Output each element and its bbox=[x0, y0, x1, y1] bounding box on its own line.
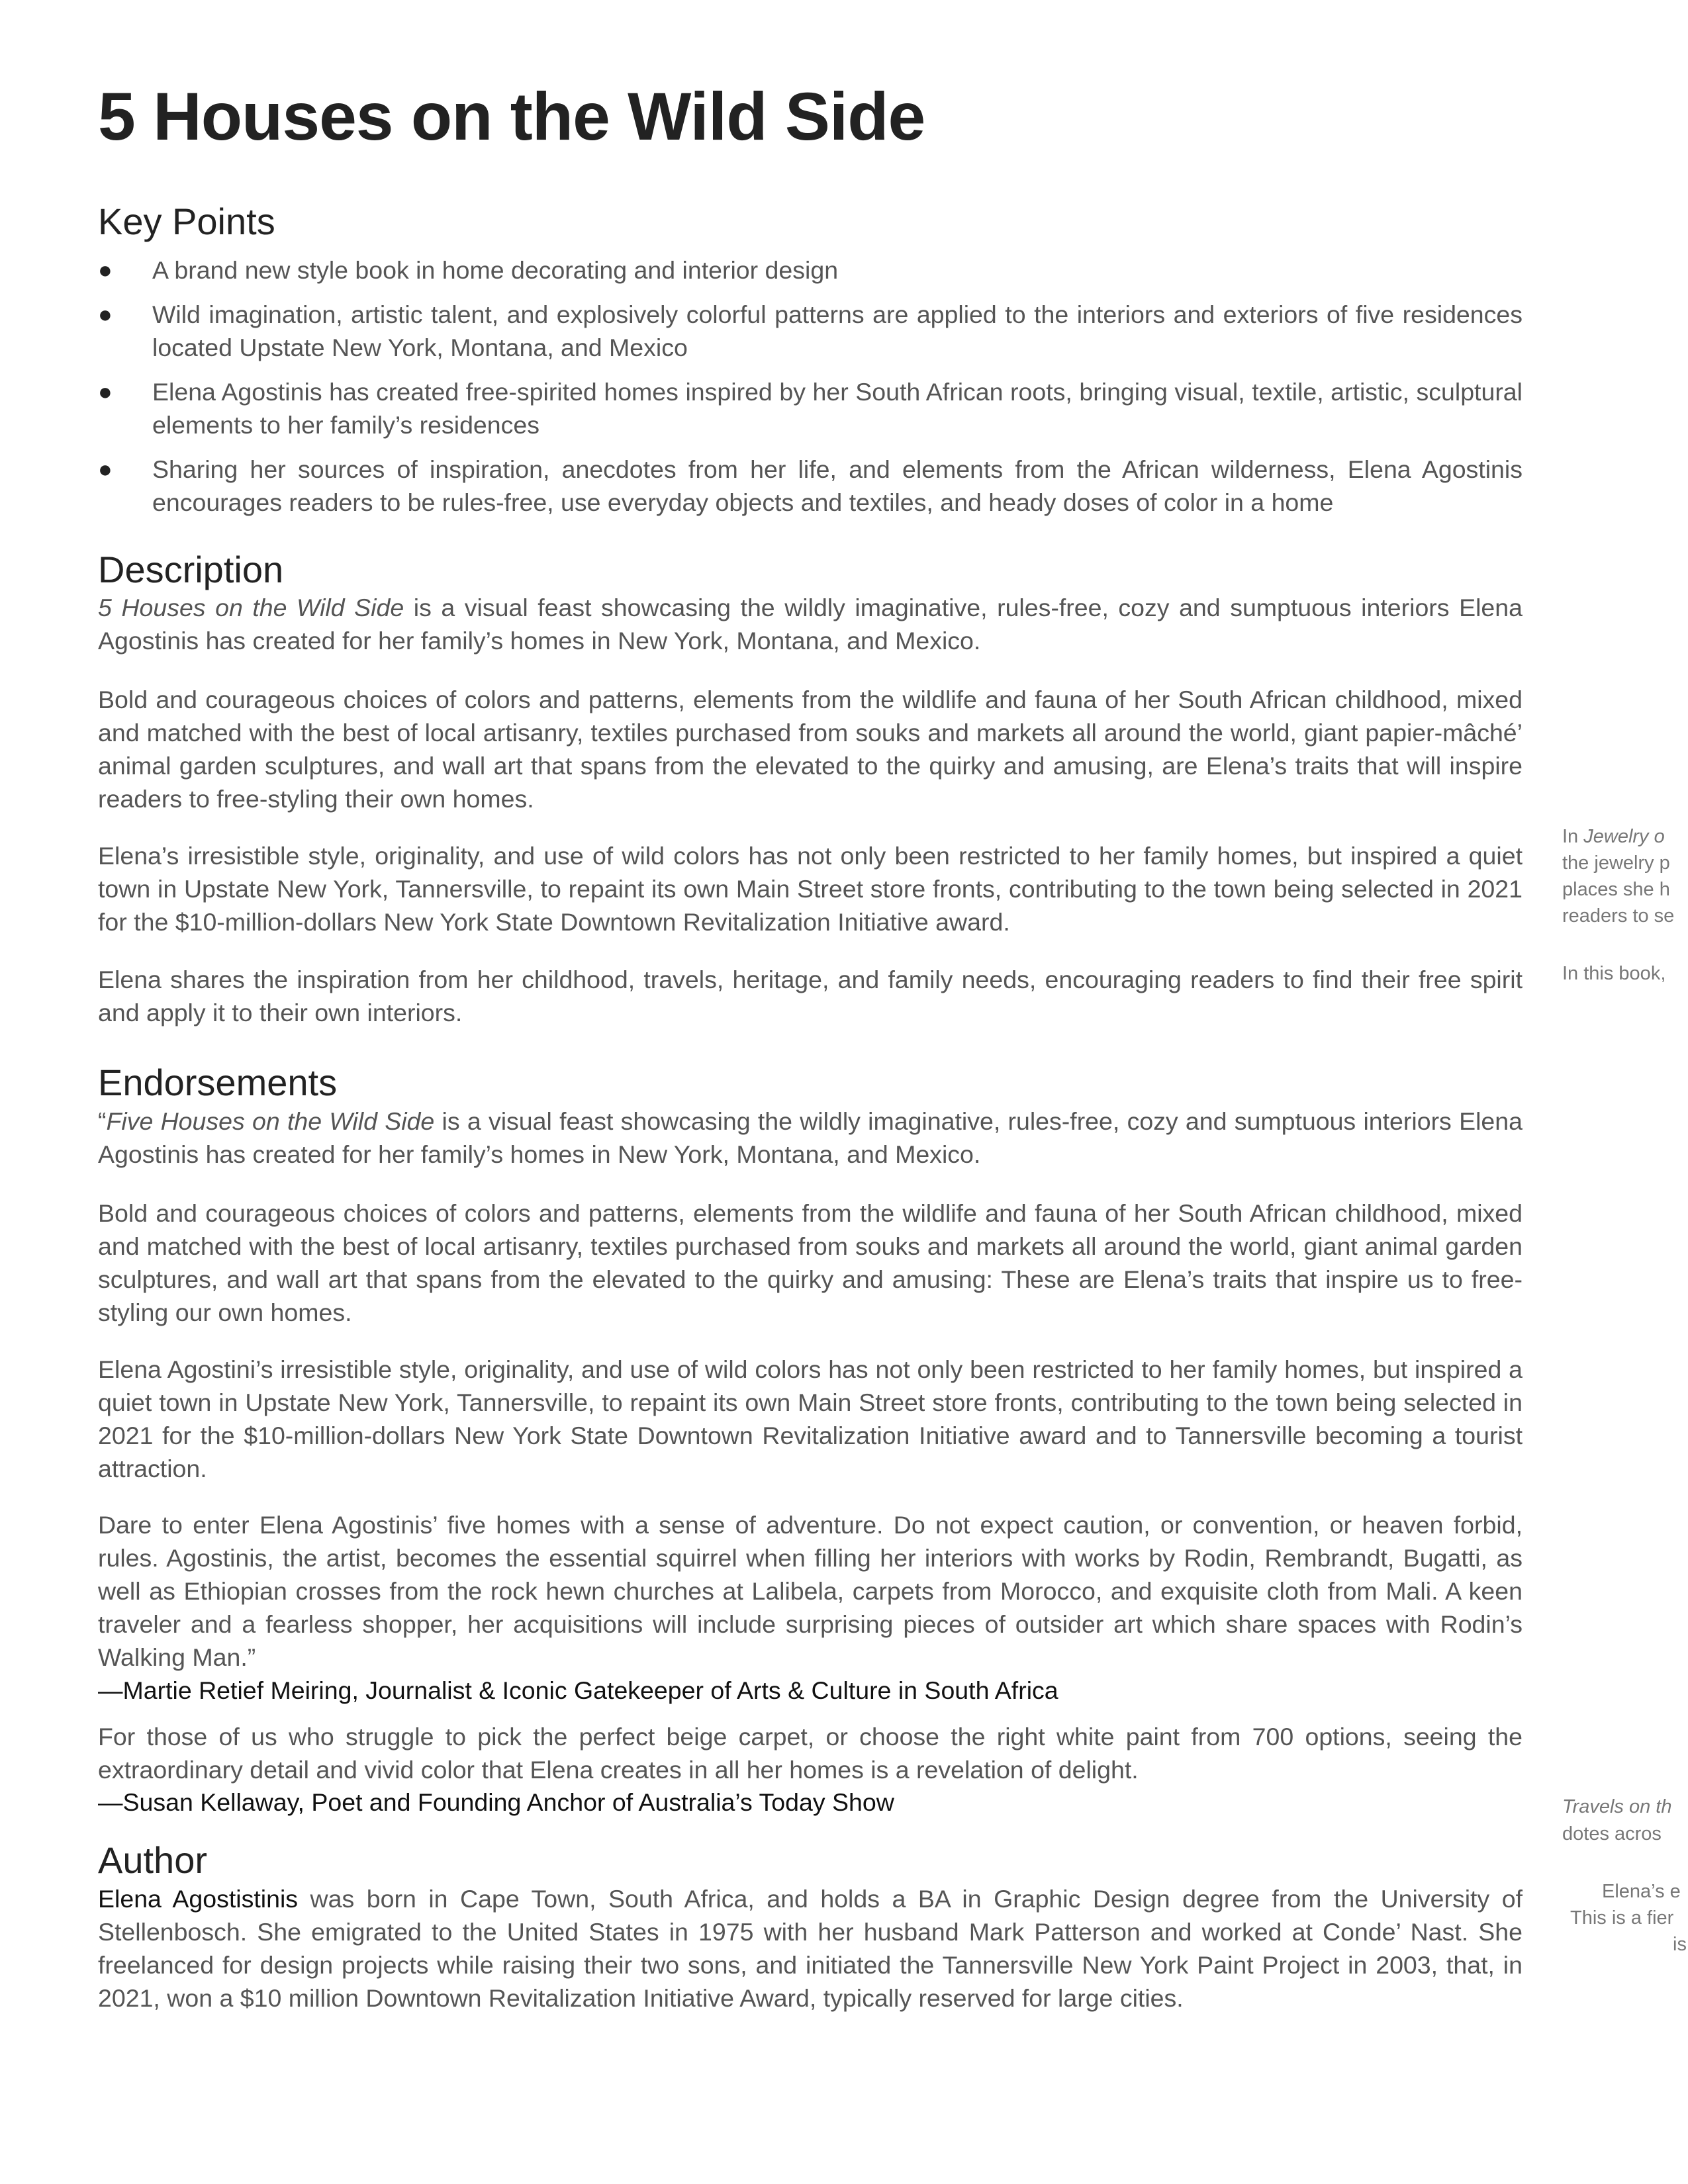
book-title-italic: 5 Houses on the Wild Side bbox=[98, 594, 404, 621]
author-heading: Author bbox=[98, 1839, 207, 1881]
book-title: 5 Houses on the Wild Side bbox=[98, 79, 925, 154]
description-paragraph: 5 Houses on the Wild Side is a visual feast showcasing the wildly imaginative, rules-free, cozy and sumptuous interiors Elena Agostinis has created for her family’s homes in New York, Montana, and Mexico. bbox=[98, 594, 1523, 655]
key-points-list bbox=[98, 253, 1523, 530]
sidebar-line: is bbox=[1673, 1934, 1687, 1955]
description-paragraph: Elena shares the inspiration from her childhood, travels, heritage, and family needs, encouraging readers to find their free spirit and apply it to their own interiors. bbox=[98, 966, 1523, 1026]
sidebar-line: In this book, bbox=[1562, 963, 1666, 984]
sidebar-line: the jewelry p bbox=[1562, 852, 1670, 874]
list-item: ● A brand new style book in home decorating and interior design bbox=[98, 253, 1523, 287]
description-paragraph: Elena’s irresistible style, originality, and use of wild colors has not only been restricted to her family homes, but inspired a quiet town in Upstate New York, Tannersville, to repaint its own Main Street store fronts, contributing to the town being selected in 2021 for the $10-million-dollars New York State Downtown Revitalization Initiative award. bbox=[98, 842, 1523, 936]
book-title-italic: Five Houses on the Wild Side bbox=[106, 1107, 435, 1135]
endorsement-attribution: —Martie Retief Meiring, Journalist & Iconic Gatekeeper of Arts & Culture in South Africa bbox=[98, 1676, 1058, 1704]
endorsement-quote: “Five Houses on the Wild Side is a visual feast showcasing the wildly imaginative, rules-free, cozy and sumptuous interiors Elena Agostinis has created for her family’s homes in New York, Montana, and Mexico. bbox=[98, 1107, 1523, 1168]
key-points-heading: Key Points bbox=[98, 201, 275, 242]
description-paragraph: Bold and courageous choices of colors and patterns, elements from the wildlife and fauna of her South African childhood, mixed and matched with the best of local artisanry, textiles purchased from souks and markets all around the world, giant papier-mâché’ animal garden sculptures, and wall art that spans from the elevated to the quirky and amusing, are Elena’s traits that will inspire readers to free-styling their own homes. bbox=[98, 686, 1523, 813]
sidebar-line: dotes acros bbox=[1562, 1823, 1662, 1844]
list-item: ● Sharing her sources of inspiration, anecdotes from her life, and elements from the African wilderness, Elena Agostinis encourages readers to be rules-free, use everyday objects and textiles, and heady doses of color in a home bbox=[98, 453, 1523, 519]
list-item: ● Wild imagination, artistic talent, and explosively colorful patterns are applied to the interiors and exteriors of five residences located Upstate New York, Montana, and Mexico bbox=[98, 298, 1523, 364]
author-name: Elena Agostistinis bbox=[98, 1885, 299, 1913]
sidebar-line: Elena’s e bbox=[1602, 1881, 1681, 1902]
bullet-icon: ● bbox=[98, 455, 113, 482]
sidebar-line: places she h bbox=[1562, 879, 1670, 900]
list-item: ● Elena Agostinis has created free-spirited homes inspired by her South African roots, bringing visual, textile, artistic, sculptural elements to her family’s residences bbox=[98, 375, 1523, 441]
endorsement-attribution: —Susan Kellaway, Poet and Founding Anchor of Australia’s Today Show bbox=[98, 1788, 894, 1816]
bullet-icon: ● bbox=[98, 378, 113, 405]
sidebar-line: Travels on th bbox=[1562, 1796, 1672, 1817]
description-heading: Description bbox=[98, 549, 284, 590]
bullet-icon: ● bbox=[98, 300, 113, 328]
bullet-icon: ● bbox=[98, 256, 113, 283]
endorsement-quote: Bold and courageous choices of colors and patterns, elements from the wildlife and fauna of her South African childhood, mixed and matched with the best of local artisanry, textiles purchased from souks and markets all around the world, giant animal garden sculptures, and wall art that spans from the elevated to the quirky and amusing: These are Elena’s traits that inspire us to free-styling our own homes. bbox=[98, 1199, 1523, 1326]
sidebar-line: readers to se bbox=[1562, 905, 1675, 927]
author-bio: Elena Agostistinis was born in Cape Town, South Africa, and holds a BA in Graphic Design degree from the University of Stellenbosch. She emigrated to the United States in 1975 with her husband Mark Patterson and worked at Conde’ Nast. She freelanced for design projects while raising their two sons, and initiated the Tannersville New York Paint Project in 2003, that, in 2021, won a $10 million Downtown Revitalization Initiative Award, typically reserved for large cities. bbox=[98, 1885, 1523, 2012]
sidebar-line: This is a fier bbox=[1570, 1907, 1674, 1929]
endorsement-quote: Dare to enter Elena Agostinis’ five homes with a sense of adventure. Do not expect caution, or convention, or heaven forbid, rules. Agostinis, the artist, becomes the essential squirrel when filling her interiors with works by Rodin, Rembrandt, Bugatti, as well as Ethiopian crosses from the rock hewn churches at Lalibela, carpets from Morocco, and exquisite cloth from Mali. A keen traveler and a fearless shopper, her acquisitions will include surprising pieces of outsider art which share spaces with Rodin’s Walking Man.” bbox=[98, 1511, 1523, 1671]
endorsements-heading: Endorsements bbox=[98, 1062, 338, 1103]
sidebar-line: In Jewelry o bbox=[1562, 826, 1665, 847]
endorsement-quote: Elena Agostini’s irresistible style, originality, and use of wild colors has not only been restricted to her family homes, but inspired a quiet town in Upstate New York, Tannersville, to repaint its own Main Street store fronts, contributing to the town being selected in 2021 for the $10-million-dollars New York State Downtown Revitalization Initiative award and to Tannersville becoming a tourist attraction. bbox=[98, 1355, 1523, 1482]
endorsement-quote: For those of us who struggle to pick the perfect beige carpet, or choose the right white paint from 700 options, seeing the extraordinary detail and vivid color that Elena creates in all her homes is a revelation of delight. bbox=[98, 1723, 1523, 1784]
